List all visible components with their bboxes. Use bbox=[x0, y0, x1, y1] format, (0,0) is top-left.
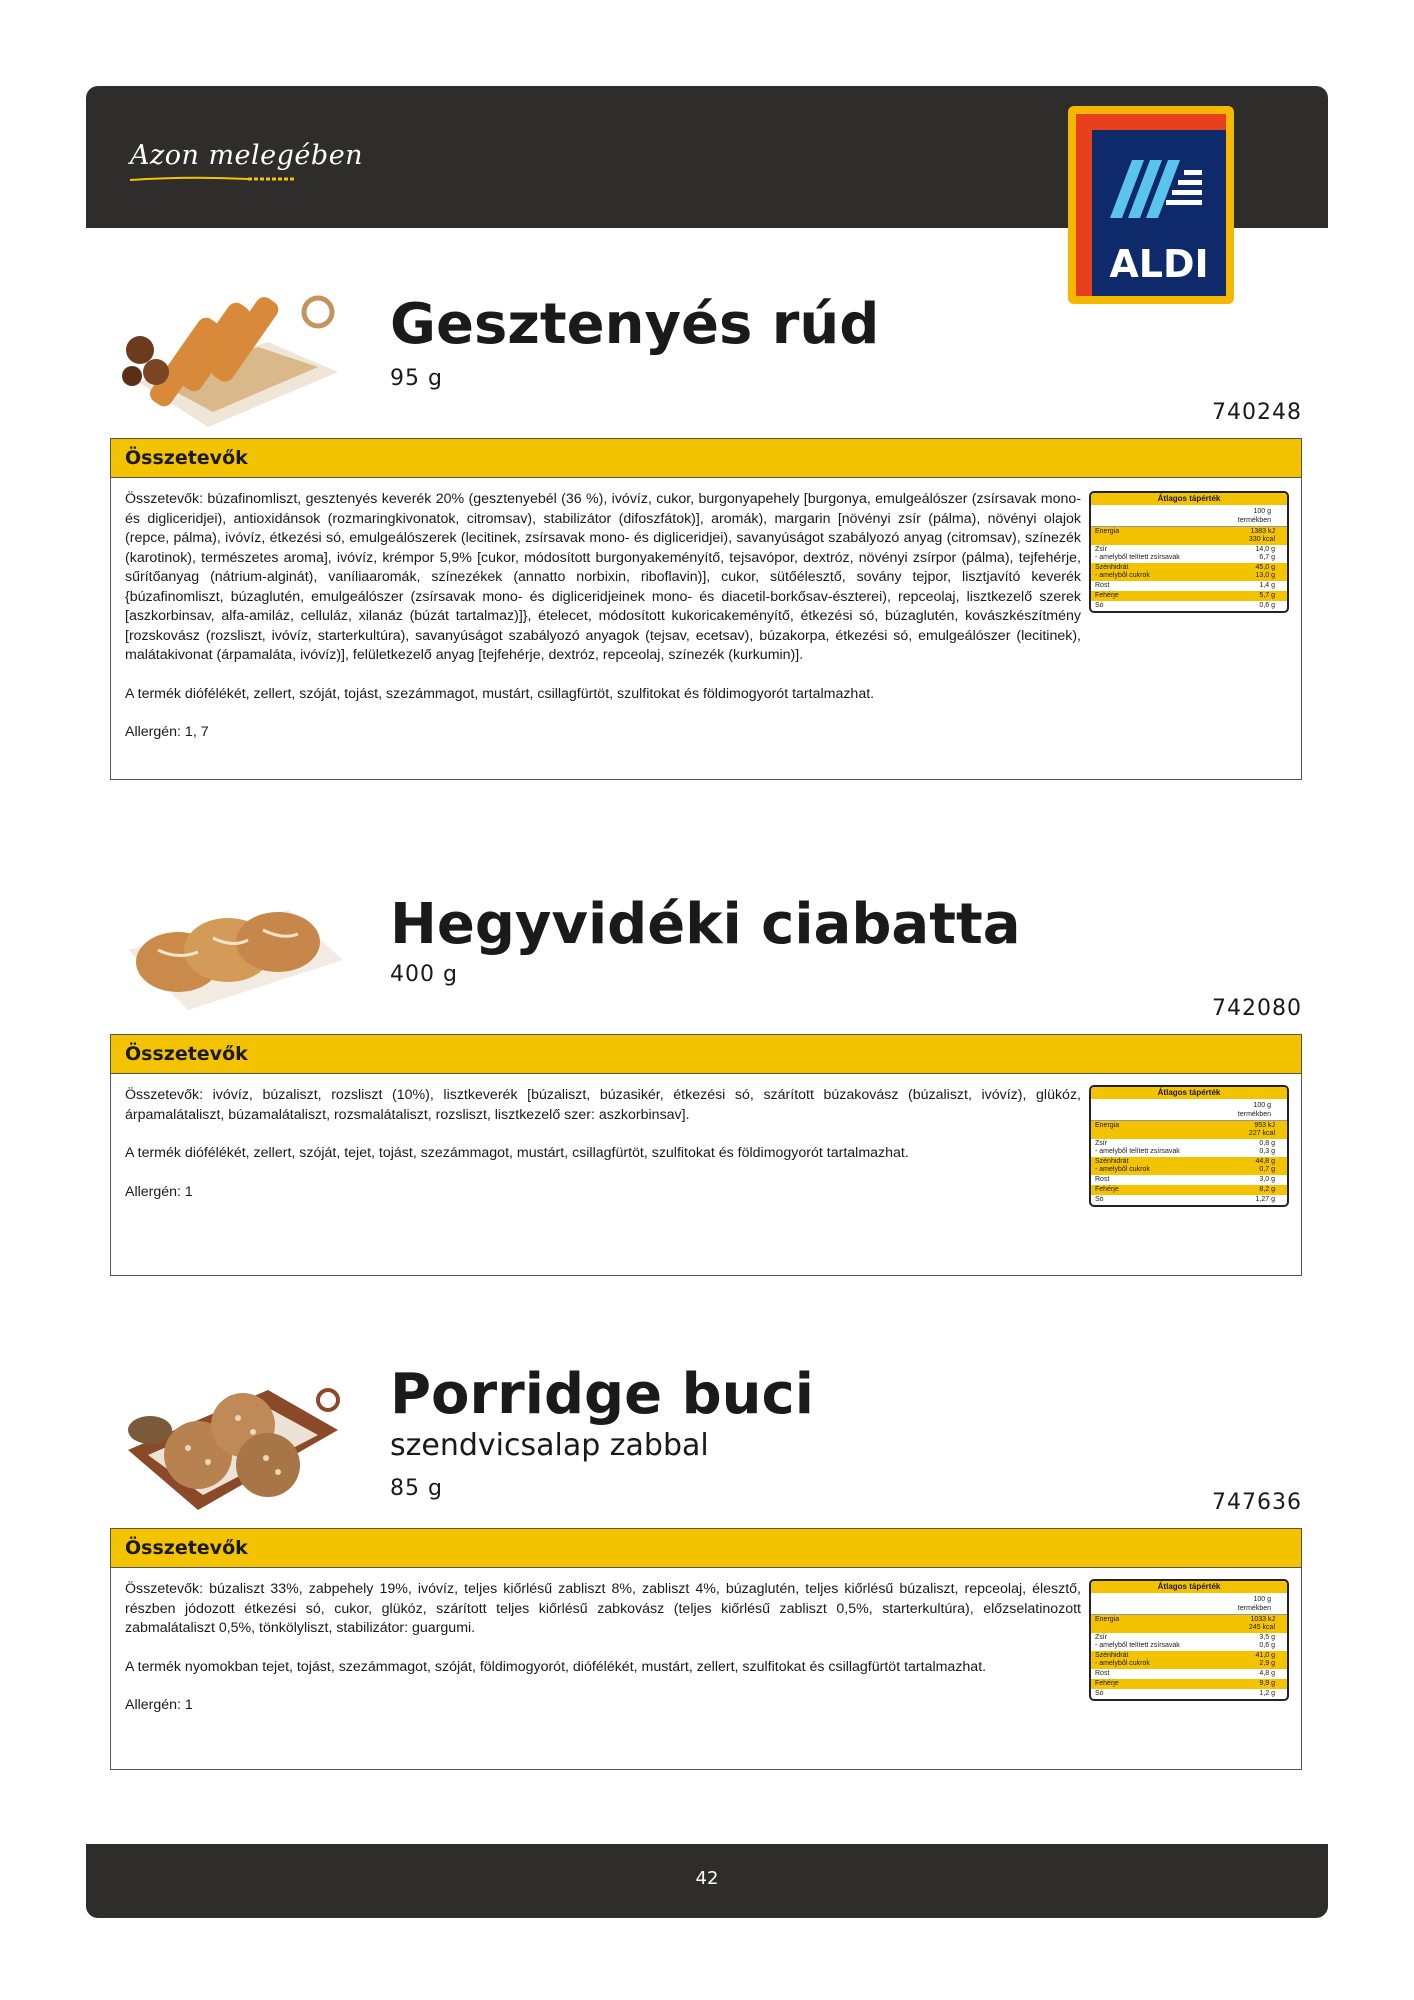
nutrition-row: Energia 953 kJ 227 kcal bbox=[1091, 1121, 1287, 1139]
nutrition-column-header: 100 g termékben bbox=[1091, 1099, 1287, 1121]
section-title: Összetevők bbox=[111, 1035, 1301, 1074]
traces-text: A termék nyomokban tejet, tojást, szezámmagot, szóját, földimogyorót, diófélékét, mustárt, zellert, szulfitokat és csillagfürtöt tartalmazhat. bbox=[125, 1658, 987, 1675]
product-title: Hegyvidéki ciabatta bbox=[390, 892, 1021, 957]
nutrition-table bbox=[1089, 491, 1289, 613]
allergen-text: Allergén: 1 bbox=[125, 1183, 193, 1200]
product-title: Gesztenyés rúd bbox=[390, 292, 880, 357]
nutrition-row: Só 1,2 g bbox=[1095, 1690, 1275, 1697]
nutrition-row: Fehérje 8,2 g bbox=[1091, 1185, 1287, 1195]
product-image-porridge-buci bbox=[118, 1370, 348, 1520]
product-weight: 400 g bbox=[390, 962, 458, 987]
nutrition-row: Szénhidrát - amelyből cukrok 41,0 g 2,9 g bbox=[1091, 1651, 1287, 1669]
product-weight: 85 g bbox=[390, 1476, 443, 1501]
section-title: Összetevők bbox=[111, 439, 1301, 478]
nutrition-row: Só 1,27 g bbox=[1095, 1196, 1275, 1203]
nutrition-row: Energia 1383 kJ 330 kcal bbox=[1091, 527, 1287, 545]
product-code: 740248 bbox=[1212, 400, 1302, 425]
ingredients-box bbox=[110, 1034, 1302, 1276]
product-weight: 95 g bbox=[390, 366, 443, 391]
aldi-stripes-icon bbox=[1092, 130, 1226, 240]
nutrition-row: Rost 1,4 g bbox=[1095, 582, 1275, 589]
ingredients-text: Összetevők: búzafinomliszt, gesztenyés keverék 20% (gesztenyebél (36 %), ivóvíz, cukor, burgonyapehely [burgonya, emulgeálószer (zsírsavak mono- és digliceridjei), antioxidánsok (rozmaringkivonatok, citromsav), stabilizátor (difoszfátok)], aromák), margarin [növényi zsír (pálma), növényi olajok (repce, pálma), ivóvíz, étkezési só, emulgeálószerek (lecitinek, zsírsavak mono- és digliceridjei), savanyúságot szabályozó anyag (citromsav), színezék (karotinok), természetes aroma], ivóvíz, krémpor 5,9% [cukor, módosított burgonyakeményítő, tejsavópor, dextróz, növényi zsírpor (pálma), tejfehérje, sűrítőanyag (nátrium-alginát), vaníliaaromák, színezékek (annatto norbixin, riboflavin)], cukor, sütőélesztő, sovány tejpor, lisztjavító keverék {búzafinomliszt, búzaglutén, emulgeálószer (zsírsavak mono- és digliceridjeinek mono- és diacetil-borkősav-észterei), repceolaj, lisztkezelő szerek [aszkorbinsav, alfa-amiláz, celluláz, xilanáz (búzát tartalmaz)]}, ételecet, módosított kukoricakeményítő, étkezési só, búzaglutén, kovászkészítmény [rozskovász (rozsliszt, ivóvíz, starterkultúra), savanyúságot szabályozó anyagok (tejsav, ecetsav), búzakorpa, étkezési só, emulgeálószer (lecitinek), malátakivonat (árpamaláta, ivóvíz)], felületkezelő anyag [tejfehérje, dextróz, repceolaj, színezék (kurkumin)]. bbox=[125, 491, 1081, 663]
nutrition-row: Rost 4,8 g bbox=[1095, 1670, 1275, 1677]
allergen-text: Allergén: 1 bbox=[125, 1697, 193, 1713]
product-subtitle: szendvicsalap zabbal bbox=[390, 1428, 709, 1463]
nutrition-row: Zsír - amelyből telített zsírsavak 3,5 g 0,6 g bbox=[1095, 1634, 1275, 1649]
nutrition-row: Szénhidrát - amelyből cukrok 44,8 g 0,7 g bbox=[1091, 1157, 1287, 1175]
product-code: 742080 bbox=[1212, 996, 1302, 1021]
brand-logo: Azon melegében bbox=[130, 140, 364, 171]
nutrition-row: Só 0,6 g bbox=[1095, 602, 1275, 609]
nutrition-table bbox=[1089, 1085, 1289, 1207]
ingredients-box bbox=[110, 438, 1302, 780]
ingredients-text: Összetevők: búzaliszt 33%, zabpehely 19%, ivóvíz, teljes kiőrlésű zabliszt 8%, zabliszt 4%, búzaglutén, teljes kiőrlésű búzaliszt, repceolaj, élesztő, részben jódozott étkezési só, cukor, glükóz, szárított teljes kiőrlésű zabkovász (teljes kiőrlésű zabliszt 0,5%, starterkultúra), előzselatinozott zabmalátaliszt 0,5%, tönkölyliszt, stabilizátor: guargumi. bbox=[125, 1581, 1081, 1636]
traces-text: A termék diófélékét, zellert, szóját, tojást, szezámmagot, mustárt, csillagfürtöt, szulfitokat és földimogyorót tartalmazhat. bbox=[125, 685, 875, 702]
product-image-ciabatta bbox=[118, 890, 348, 1020]
nutrition-row: Fehérje 5,7 g bbox=[1091, 591, 1287, 601]
nutrition-row: Szénhidrát - amelyből cukrok 45,0 g 13,0 g bbox=[1091, 563, 1287, 581]
nutrition-row: Rost 3,0 g bbox=[1095, 1176, 1275, 1183]
product-title: Porridge buci bbox=[390, 1362, 814, 1427]
ingredients-text: Összetevők: ivóvíz, búzaliszt, rozsliszt (10%), lisztkeverék [búzaliszt, búzasikér, étkezési só, szárított búzakovász (búzaliszt, ivóvíz), glükóz, árpamalátaliszt, búzamalátaliszt, rozsmalátaliszt, rozsliszt, lisztkezelő szer: aszkorbinsav]. bbox=[125, 1087, 1081, 1123]
nutrition-row: Zsír - amelyből telített zsírsavak 0,8 g 0,3 g bbox=[1095, 1140, 1275, 1155]
nutrition-title: Átlagos tápérték bbox=[1091, 1581, 1287, 1593]
nutrition-table bbox=[1089, 1579, 1289, 1701]
nutrition-title: Átlagos tápérték bbox=[1091, 493, 1287, 505]
traces-text: A termék diófélékét, zellert, szóját, tejet, tojást, szezámmagot, mustárt, csillagfürtöt, szulfitokat és földimogyorót tartalmazhat. bbox=[125, 1145, 909, 1161]
nutrition-title: Átlagos tápérték bbox=[1091, 1087, 1287, 1099]
page-number: 42 bbox=[695, 1868, 719, 1889]
nutrition-row: Fehérje 9,9 g bbox=[1091, 1679, 1287, 1689]
nutrition-row: Zsír - amelyből telített zsírsavak 14,0 g 6,7 g bbox=[1095, 546, 1275, 561]
aldi-logo-text: ALDI bbox=[1109, 242, 1209, 286]
aldi-logo bbox=[1068, 106, 1234, 304]
nutrition-column-header: 100 g termékben bbox=[1091, 505, 1287, 527]
section-title: Összetevők bbox=[111, 1529, 1301, 1568]
ingredients-box bbox=[110, 1528, 1302, 1770]
nutrition-row: Energia 1033 kJ 245 kcal bbox=[1091, 1615, 1287, 1633]
nutrition-column-header: 100 g termékben bbox=[1091, 1593, 1287, 1615]
page-footer bbox=[86, 1844, 1328, 1918]
wheat-icon bbox=[128, 176, 298, 182]
allergen-text: Allergén: 1, 7 bbox=[125, 724, 209, 740]
product-code: 747636 bbox=[1212, 1490, 1302, 1515]
product-image-gesztenyes-rud bbox=[118, 282, 348, 432]
